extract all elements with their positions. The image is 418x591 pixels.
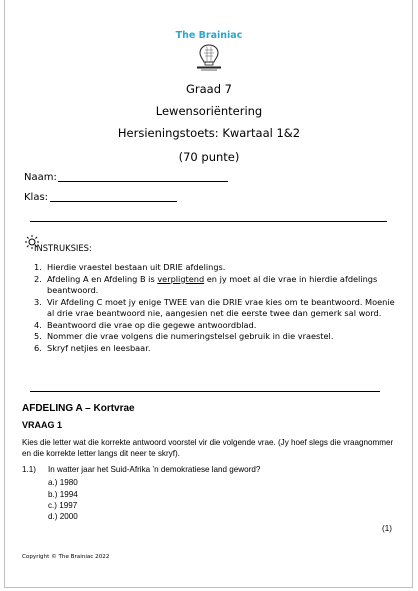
mark-allocation: (1) xyxy=(382,524,392,533)
instruction-item: 6. Skryf netjies en leesbaar. xyxy=(34,342,151,353)
total-marks: (70 punte) xyxy=(178,150,240,164)
option-b: b.) 1994 xyxy=(48,490,78,499)
question-text: In watter jaar het Suid-Afrika ’n demokratiese land geword? xyxy=(48,465,261,474)
lightbulb-logo-icon xyxy=(195,42,223,72)
name-answer-line[interactable] xyxy=(58,181,228,182)
class-answer-line[interactable] xyxy=(50,201,177,202)
instructions-heading: INSTRUKSIES: xyxy=(34,243,92,253)
question-number: 1.1) xyxy=(22,465,36,474)
option-c: c.) 1997 xyxy=(48,501,78,510)
instructions-list xyxy=(34,262,399,354)
grade-title: Graad 7 xyxy=(185,82,232,96)
subject-title: Lewensoriëntering xyxy=(155,104,263,118)
instruction-item: 4. Beantwoord die vrae op die gegewe antwoordblad. xyxy=(34,319,257,330)
test-title: Hersieningstoets: Kwartaal 1&2 xyxy=(117,126,301,140)
section-a-heading: AFDELING A – Kortvrae xyxy=(22,403,135,414)
question-instructions: Kies die letter wat die korrekte antwoord voorstel vir die volgende vrae. (Jy hoef slegs die vraagnommer en die korrekte letter langs dit neer te skryf). xyxy=(22,438,394,458)
instruction-item: 1. Hierdie vraestel bestaan uit DRIE afdelings. xyxy=(34,262,226,272)
divider-top xyxy=(30,221,387,222)
instruction-item: 3. Vir Afdeling C moet jy enige TWEE van die DRIE vrae kies om te beantwoord. Moenie al drie vrae beantwoord nie, aangesien net die eerste twee dan gemerk sal word. xyxy=(34,296,395,318)
option-d: d.) 2000 xyxy=(48,512,78,521)
question-heading: VRAAG 1 xyxy=(22,420,63,430)
divider-bottom xyxy=(30,391,380,392)
instruction-item: 5. Nommer die vrae volgens die numeringstelsel gebruik in die vraestel. xyxy=(34,331,334,341)
copyright-footer: Copyright © The Brainiac 2022 xyxy=(22,554,110,560)
page-border-bottom xyxy=(4,587,413,588)
brand-name: The Brainiac xyxy=(175,30,243,41)
emphasis-text: verpligtend xyxy=(157,273,205,284)
option-a: a.) 1980 xyxy=(48,478,78,487)
class-label: Klas: xyxy=(24,192,49,203)
instruction-item: 2. Afdeling A en Afdeling B is verpligtend en jy moet al die vrae in hierdie afdelings beantwoord. xyxy=(34,273,378,295)
name-label: Naam: xyxy=(24,172,57,183)
